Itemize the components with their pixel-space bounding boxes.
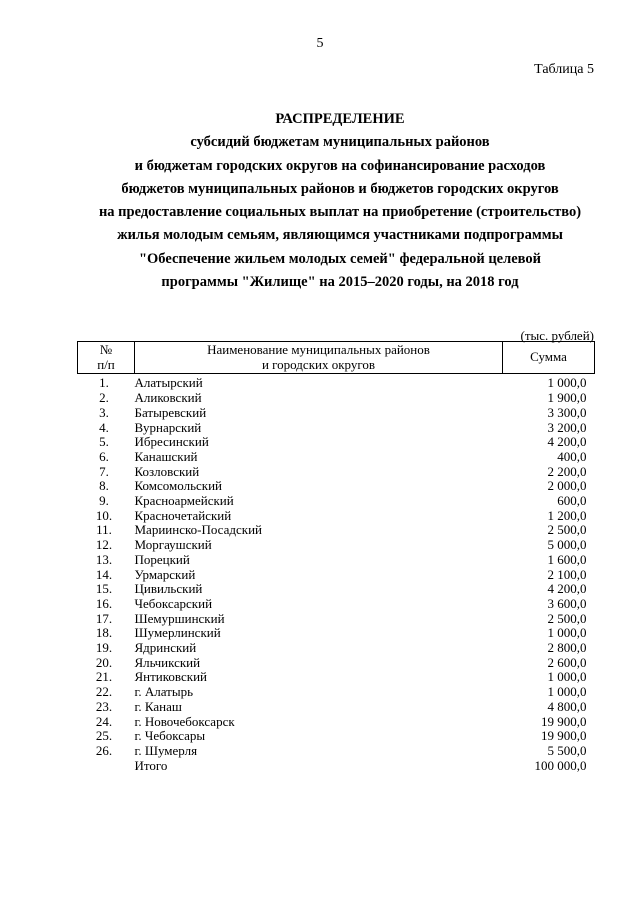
row-sum: 2 000,0: [547, 478, 587, 494]
row-sum: 1 000,0: [547, 684, 587, 700]
row-number: 22.: [95, 684, 113, 700]
title-line: "Обеспечение жильем молодых семей" федеральной целевой: [138, 250, 542, 267]
row-sum: 19 900,0: [541, 713, 587, 729]
row-name: Мариинско-Посадский: [134, 522, 262, 538]
page-number: 5: [316, 36, 324, 51]
table-label: Таблица 5: [534, 62, 594, 77]
distribution-table: [77, 341, 595, 773]
table-row: [78, 538, 595, 553]
row-name: Красноармейский: [134, 493, 234, 509]
table-row: [78, 744, 595, 759]
row-name: Красночетайский: [134, 507, 232, 523]
row-sum: 1 000,0: [547, 375, 587, 391]
header-number: [78, 342, 135, 374]
total-sum: 100 000,0: [534, 757, 587, 773]
row-name: Алатырский: [134, 375, 203, 391]
row-name: Комсомольский: [134, 478, 222, 494]
row-name: Порецкий: [134, 551, 190, 567]
title-line: на предоставление социальных выплат на приобретение (строительство): [98, 204, 582, 221]
row-number: 14.: [95, 566, 113, 582]
table-row: [78, 715, 595, 730]
row-name: Ибресинский: [134, 434, 209, 450]
row-name: г. Чебоксары: [134, 728, 206, 744]
table-row: [78, 626, 595, 641]
row-number: 25.: [95, 728, 113, 744]
row-name: Ядринский: [134, 640, 197, 656]
row-sum: 4 200,0: [547, 434, 587, 450]
row-number: 20.: [95, 654, 113, 670]
table-row: [78, 450, 595, 465]
row-number: 16.: [95, 595, 113, 611]
row-sum: 3 600,0: [547, 595, 587, 611]
table-row: [78, 553, 595, 568]
row-number: 23.: [95, 698, 113, 714]
row-name: Урмарский: [134, 566, 196, 582]
table-row: [78, 656, 595, 671]
header-name-line2: и городских округов: [261, 356, 376, 372]
row-sum: 600,0: [557, 493, 587, 509]
header-number-line1: №: [99, 342, 113, 357]
row-sum: 1 200,0: [547, 507, 587, 523]
row-sum: 1 000,0: [547, 625, 587, 641]
header-sum: Сумма: [503, 342, 595, 374]
row-number: 15.: [95, 581, 113, 597]
row-number: 6.: [99, 448, 109, 464]
row-name: Яльчикский: [134, 654, 201, 670]
row-number: 5.: [99, 434, 109, 450]
row-name: Моргаушский: [134, 537, 212, 553]
table-row: [78, 700, 595, 715]
row-number: 11.: [96, 522, 112, 538]
title-line: и бюджетам городских округов на софинансирование расходов: [134, 157, 546, 174]
title-line: РАСПРЕДЕЛЕНИЕ: [275, 111, 405, 127]
header-name-line1: Наименование муниципальных районов: [207, 342, 430, 357]
title-line: программы "Жилище" на 2015–2020 годы, на 2018 год: [161, 274, 519, 291]
row-sum: 1 000,0: [547, 669, 587, 685]
row-sum: 19 900,0: [541, 728, 587, 744]
row-number: 13.: [95, 551, 113, 567]
row-name: Шемуршинский: [134, 610, 225, 626]
row-name: Козловский: [134, 463, 200, 479]
row-sum: 3 300,0: [547, 404, 587, 420]
row-sum: 2 800,0: [547, 640, 587, 656]
row-sum: 400,0: [557, 448, 587, 464]
table-row: [78, 435, 595, 450]
row-number: 24.: [95, 713, 113, 729]
row-name: г. Канаш: [134, 698, 182, 714]
table-row: [78, 509, 595, 524]
row-name: Цивильский: [134, 581, 203, 597]
table-row: [78, 729, 595, 744]
row-sum: 4 200,0: [547, 581, 587, 597]
row-name: Канашский: [134, 448, 198, 464]
row-sum: 2 100,0: [547, 566, 587, 582]
row-name: Янтиковский: [134, 669, 207, 685]
row-sum: 1 900,0: [547, 390, 587, 406]
row-name: Вурнарский: [134, 419, 202, 435]
row-sum: 3 200,0: [547, 419, 587, 435]
table-row: [78, 670, 595, 685]
row-name: г. Новочебоксарск: [134, 713, 235, 729]
table-row: [78, 523, 595, 538]
row-number: 12.: [95, 537, 113, 553]
row-sum: 2 200,0: [547, 463, 587, 479]
row-number: 3.: [99, 404, 109, 420]
row-number: 21.: [95, 669, 113, 685]
header-number-line2: п/п: [97, 356, 115, 372]
total-row-number: [78, 759, 135, 774]
table-row: [78, 374, 595, 391]
row-name: Батыревский: [134, 404, 207, 420]
row-sum: 2 500,0: [547, 610, 587, 626]
units-label: (тыс. рублей): [520, 328, 594, 343]
header-name: [135, 342, 503, 374]
title-line: жилья молодым семьям, являющимся участниками подпрограммы: [117, 227, 563, 244]
table-header-row: [78, 342, 595, 374]
row-sum: 5 500,0: [547, 742, 587, 758]
row-number: 10.: [95, 507, 113, 523]
table-row: [78, 612, 595, 627]
title-line: субсидий бюджетам муниципальных районов: [190, 134, 490, 151]
table-row: [78, 568, 595, 583]
row-number: 17.: [95, 610, 113, 626]
row-number: 2.: [99, 390, 109, 406]
row-number: 7.: [99, 463, 109, 479]
table-row: [78, 641, 595, 656]
row-name: Чебоксарский: [134, 595, 213, 611]
table-row: [78, 597, 595, 612]
table-row: [78, 465, 595, 480]
row-name: Аликовский: [134, 390, 202, 406]
table-row: [78, 685, 595, 700]
table-row: [78, 582, 595, 597]
row-sum: 5 000,0: [547, 537, 587, 553]
table-row: [78, 391, 595, 406]
row-name: г. Шумерля: [134, 742, 198, 758]
row-sum: 2 500,0: [547, 522, 587, 538]
document-title: [60, 108, 620, 294]
total-label: Итого: [134, 757, 168, 773]
row-number: 9.: [99, 493, 109, 509]
table-body: [78, 374, 595, 773]
row-name: г. Алатырь: [134, 684, 194, 700]
row-number: 8.: [99, 478, 109, 494]
table-row: [78, 479, 595, 494]
row-sum: 1 600,0: [547, 551, 587, 567]
row-name: Шумерлинский: [134, 625, 221, 641]
row-number: 1.: [99, 375, 109, 391]
table-row: [78, 494, 595, 509]
table-row: [78, 406, 595, 421]
row-number: 26.: [95, 742, 113, 758]
row-sum: 2 600,0: [547, 654, 587, 670]
row-number: 4.: [99, 419, 109, 435]
row-number: 19.: [95, 640, 113, 656]
total-row: [78, 759, 595, 774]
row-sum: 4 800,0: [547, 698, 587, 714]
table-row: [78, 421, 595, 436]
row-number: 18.: [95, 625, 113, 641]
title-line: бюджетов муниципальных районов и бюджетов городских округов: [121, 180, 559, 197]
